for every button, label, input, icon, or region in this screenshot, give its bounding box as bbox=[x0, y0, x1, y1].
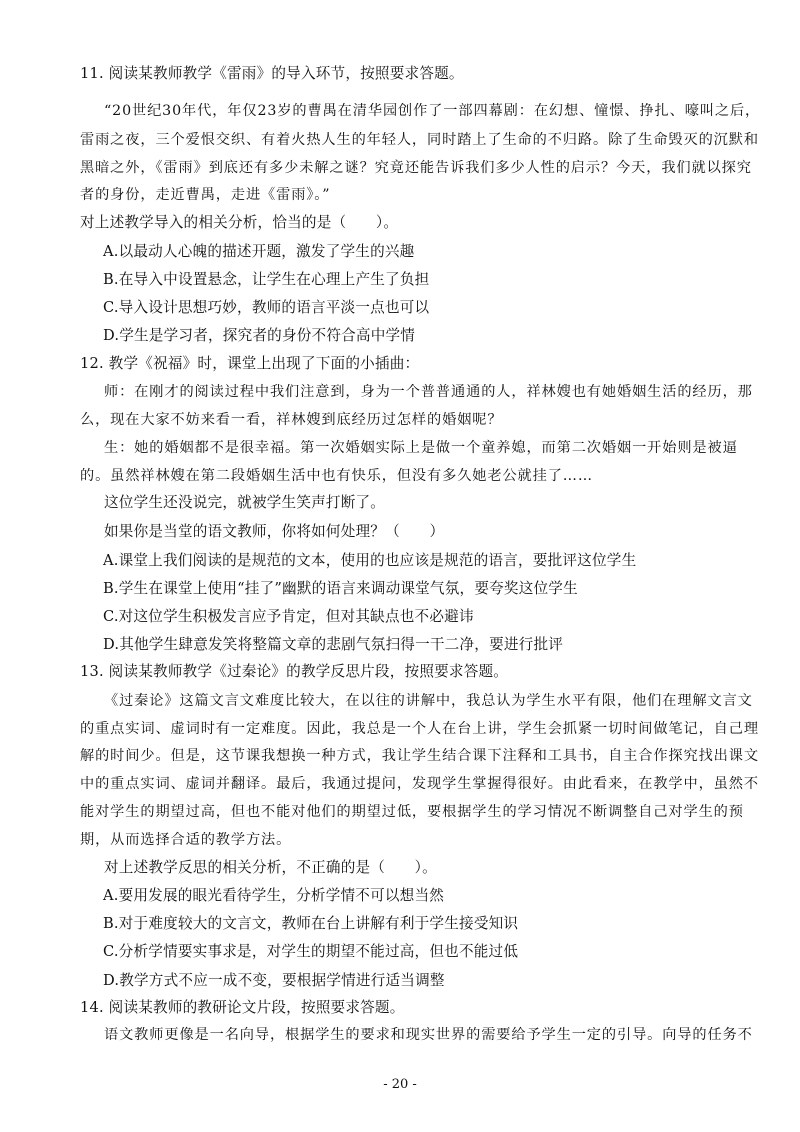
q13-option-d: D.教学方式不应一成不变，要根据学情进行适当调整 bbox=[103, 972, 445, 989]
q12-note: 这位学生还没说完，就被学生笑声打断了。 bbox=[104, 494, 386, 511]
q13-title: 13. 阅读某教师教学《过秦论》的教学反思片段，按照要求答题。 bbox=[80, 663, 509, 680]
q12-option-c: C.对这位学生积极发言应予肯定，但对其缺点也不必避讳 bbox=[103, 608, 474, 625]
q13-passage-line: 期，从而选择合适的教学方法。 bbox=[80, 832, 292, 848]
q12-option-a: A.课堂上我们阅读的是规范的文本，使用的也应该是规范的语言，要批评这位学生 bbox=[103, 552, 637, 569]
page-number: - 20 - bbox=[383, 1077, 417, 1092]
q11-quote-line: “20世纪30年代，年仅23岁的曹禺在清华园创作了一部四幕剧：在幻想、憧憬、挣扎、嚎叫之后， bbox=[104, 103, 761, 119]
q12-student-line: 的。虽然祥林嫂在第二段婚姻生活中也有快乐，但没有多久她老公就挂了…… bbox=[80, 468, 593, 484]
q13-passage-line: 《过秦论》这篇文言文难度比较大，在以往的讲解中，我总认为学生水平有限，他们在理解文言文 bbox=[104, 693, 753, 709]
q13-passage-line: 的重点实词、虚词时有一定难度。因此，我总是一个人在台上讲，学生会抓紧一切时间做笔记，自己理 bbox=[80, 721, 759, 737]
q12-teacher-line: 师：在刚才的阅读过程中我们注意到，身为一个普普通通的人，祥林嫂也有她婚姻生活的经历，那 bbox=[104, 384, 753, 400]
q11-option-a: A.以最动人心魄的描述开题，激发了学生的兴趣 bbox=[103, 243, 415, 260]
q11-quote-line: 者的身份，走近曹禺，走进《雷雨》。” bbox=[80, 187, 331, 203]
q11-title: 11. 阅读某教师教学《雷雨》的导入环节，按照要求答题。 bbox=[80, 65, 464, 82]
q11-question: 对上述教学导入的相关分析，恰当的是（ ）。 bbox=[80, 214, 399, 231]
q13-passage-line: 解的时间少。但是，这节课我想换一种方式，我让学生结合课下注释和工具书，自主合作探究找出课文 bbox=[80, 748, 759, 764]
q11-option-c: C.导入设计思想巧妙，教师的语言平淡一点也可以 bbox=[103, 299, 430, 316]
q13-passage-line: 中的重点实词、虚词并翻译。最后，我通过提问，发现学生掌握得很好。由此看来，在教学中，虽然不 bbox=[80, 776, 759, 792]
q13-passage-line: 能对学生的期望过高，但也不能对他们的期望过低，要根据学生的学习情况不断调整自己对学生的预 bbox=[80, 804, 744, 820]
q12-option-d: D.其他学生肆意发笑将整篇文章的悲剧气氛扫得一干二净，要进行批评 bbox=[103, 636, 564, 653]
q11-option-b: B.在导入中设置悬念，让学生在心理上产生了负担 bbox=[103, 271, 430, 288]
q12-question: 如果你是当堂的语文教师，你将如何处理？（ ） bbox=[104, 523, 445, 540]
q11-quote-line: 黑暗之外，《雷雨》到底还有多少未解之谜？究竟还能告诉我们多少人性的启示？今天，我们就以探究 bbox=[80, 160, 752, 176]
q11-quote-line: 雷雨之夜，三个爱恨交织、有着火热人生的年轻人，同时踏上了生命的不归路。除了生命毁灭的沉默和 bbox=[80, 132, 759, 148]
q13-option-b: B.对于难度较大的文言文，教师在台上讲解有利于学生接受知识 bbox=[103, 915, 519, 932]
q12-option-b: B.学生在课堂上使用“挂了”幽默的语言来调动课堂气氛，要夸奖这位学生 bbox=[103, 580, 578, 597]
q14-title: 14. 阅读某教师的教研论文片段，按照要求答题。 bbox=[80, 999, 405, 1016]
q13-option-c: C.分析学情要实事求是，对学生的期望不能过高，但也不能过低 bbox=[103, 943, 519, 960]
q14-passage-line: 语文教师更像是一名向导，根据学生的要求和现实世界的需要给予学生一定的引导。向导的任务不 bbox=[104, 1027, 753, 1043]
q12-student-line: 生：她的婚姻都不是很幸福。第一次婚姻实际上是做一个童养媳，而第二次婚姻一开始则是被逼 bbox=[104, 440, 738, 456]
q11-option-d: D.学生是学习者，探究者的身份不符合高中学情 bbox=[103, 327, 416, 344]
q12-teacher-line: 么，现在大家不妨来看一看，祥林嫂到底经历过怎样的婚姻呢？ bbox=[80, 412, 503, 428]
q13-option-a: A.要用发展的眼光看待学生，分析学情不可以想当然 bbox=[103, 887, 445, 904]
q12-title: 12. 教学《祝福》时，课堂上出现了下面的小插曲： bbox=[80, 355, 420, 372]
q13-question: 对上述教学反思的相关分析，不正确的是（ ）。 bbox=[104, 859, 437, 876]
